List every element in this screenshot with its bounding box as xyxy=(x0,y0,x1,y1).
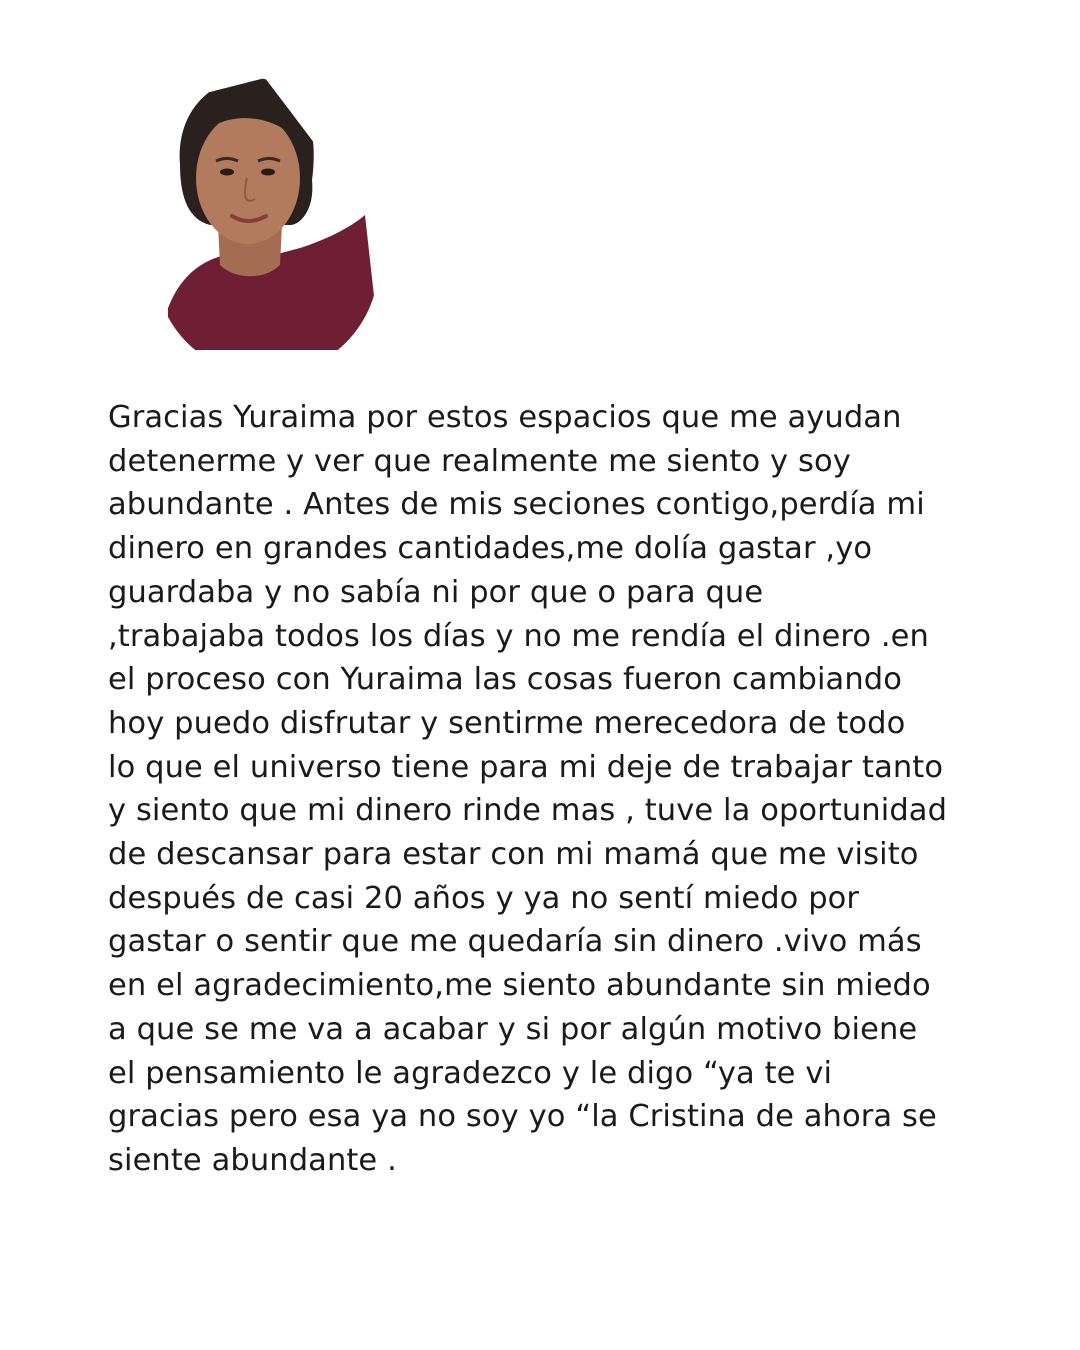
testimonial-line: y siento que mi dinero rinde mas , tuve la oportunidad xyxy=(108,793,948,829)
testimonial-line: en el agradecimiento,me siento abundante sin miedo xyxy=(108,968,931,1004)
testimonial-line: detenerme y ver que realmente me siento y soy xyxy=(108,443,851,479)
testimonial-line: el pensamiento le agradezco y le digo “ya te vi xyxy=(108,1055,833,1091)
testimonial-line: el proceso con Yuraima las cosas fueron cambiando xyxy=(108,662,902,698)
testimonial-line: lo que el universo tiene para mi deje de trabajar tanto xyxy=(108,749,944,785)
testimonial-line: gastar o sentir que me quedaría sin dinero .vivo más xyxy=(108,924,922,960)
testimonial-line: abundante . Antes de mis seciones contigo,perdía mi xyxy=(108,487,925,523)
testimonial-line: a que se me va a acabar y si por algún motivo biene xyxy=(108,1011,918,1047)
person-photo-icon xyxy=(150,60,380,350)
testimonial-line: hoy puedo disfrutar y sentirme merecedora de todo xyxy=(108,705,906,741)
testimonial-line: de descansar para estar con mi mamá que me visito xyxy=(108,837,919,873)
testimonial-line: después de casi 20 años y ya no sentí miedo por xyxy=(108,880,860,916)
testimonial-line: ,trabajaba todos los días y no me rendía el dinero .en xyxy=(108,618,929,654)
testimonial-text xyxy=(108,396,988,1183)
testimonial-line: guardaba y no sabía ni por que o para que xyxy=(108,574,764,610)
avatar xyxy=(150,60,380,350)
testimonial-line: gracias pero esa ya no soy yo “la Cristina de ahora se xyxy=(108,1099,937,1135)
testimonial-line: dinero en grandes cantidades,me dolía gastar ,yo xyxy=(108,531,873,567)
testimonial-line: Gracias Yuraima por estos espacios que me ayudan xyxy=(108,400,902,435)
testimonial-line: siente abundante . xyxy=(108,1142,397,1178)
